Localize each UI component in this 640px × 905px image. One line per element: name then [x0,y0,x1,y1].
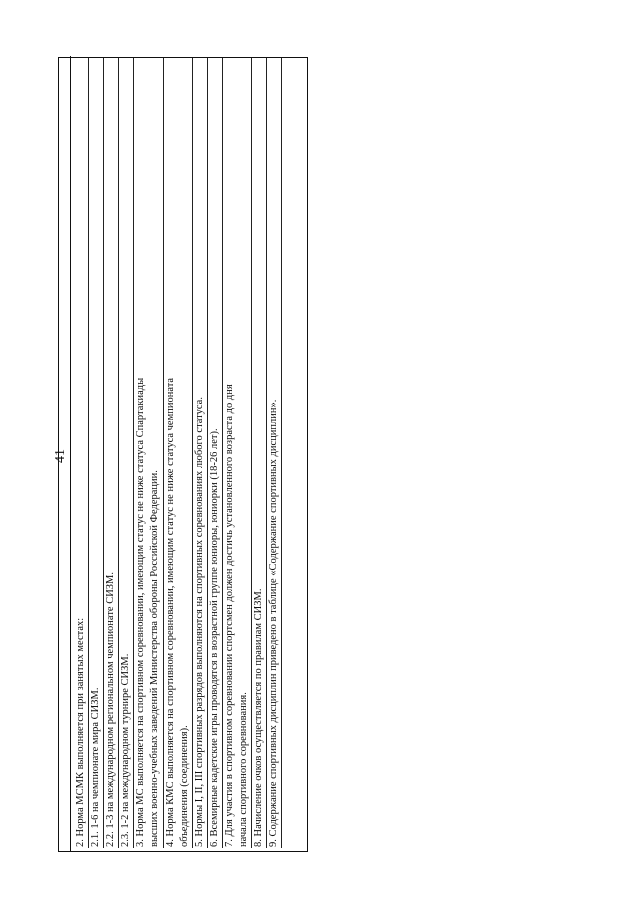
note-line: 2.2. 1-3 на международном региональном чемпионате СИЗМ. [104,58,119,848]
notes-cell [74,58,282,848]
rotated-page-content [58,57,308,852]
note-line: 4. Норма КМС выполняется на спортивном соревновании, имеющим статус не ниже статуса чемпионата [164,377,176,847]
note-line: 8. Начисление очков осуществляется по правилам СИЗМ. [252,58,267,848]
table-left-column [59,56,71,851]
note-line: 7. Для участия в спортивном соревновании спортсмен должен достичь установленного возраста до дня [223,384,235,847]
note-line: 6. Всемирные кадетские игры проводятся в возрастной группе юниоры, юниорки (18-26 лет). [208,58,223,848]
note-line: высших военно-учебных заведений Министерства обороны Российской Федерации. [148,58,163,848]
note-line: объединения (соединения). [178,58,193,848]
note-line: 2.3. 1-2 на международном турнире СИЗМ. [119,58,134,848]
note-line: 2.1. 1-6 на чемпионате мира СИЗМ. [89,58,104,848]
note-line: 2. Норма МСМК выполняется при занятых местах: [74,58,89,848]
note-line: 5. Нормы I, II, III спортивных разрядов выполняются на спортивных соревнованиях любого статуса. [193,58,208,848]
page-number: 41 [53,449,68,463]
notes-table [58,57,308,852]
note-line: 3. Норма МС выполняется на спортивном соревновании, имеющим статус не ниже статуса Спартакиады [135,377,147,847]
note-line: начала спортивного соревнования. [237,58,252,848]
note-line: 9. Содержание спортивных дисциплин приведено в таблице «Содержание спортивных дисциплин». [267,58,282,848]
